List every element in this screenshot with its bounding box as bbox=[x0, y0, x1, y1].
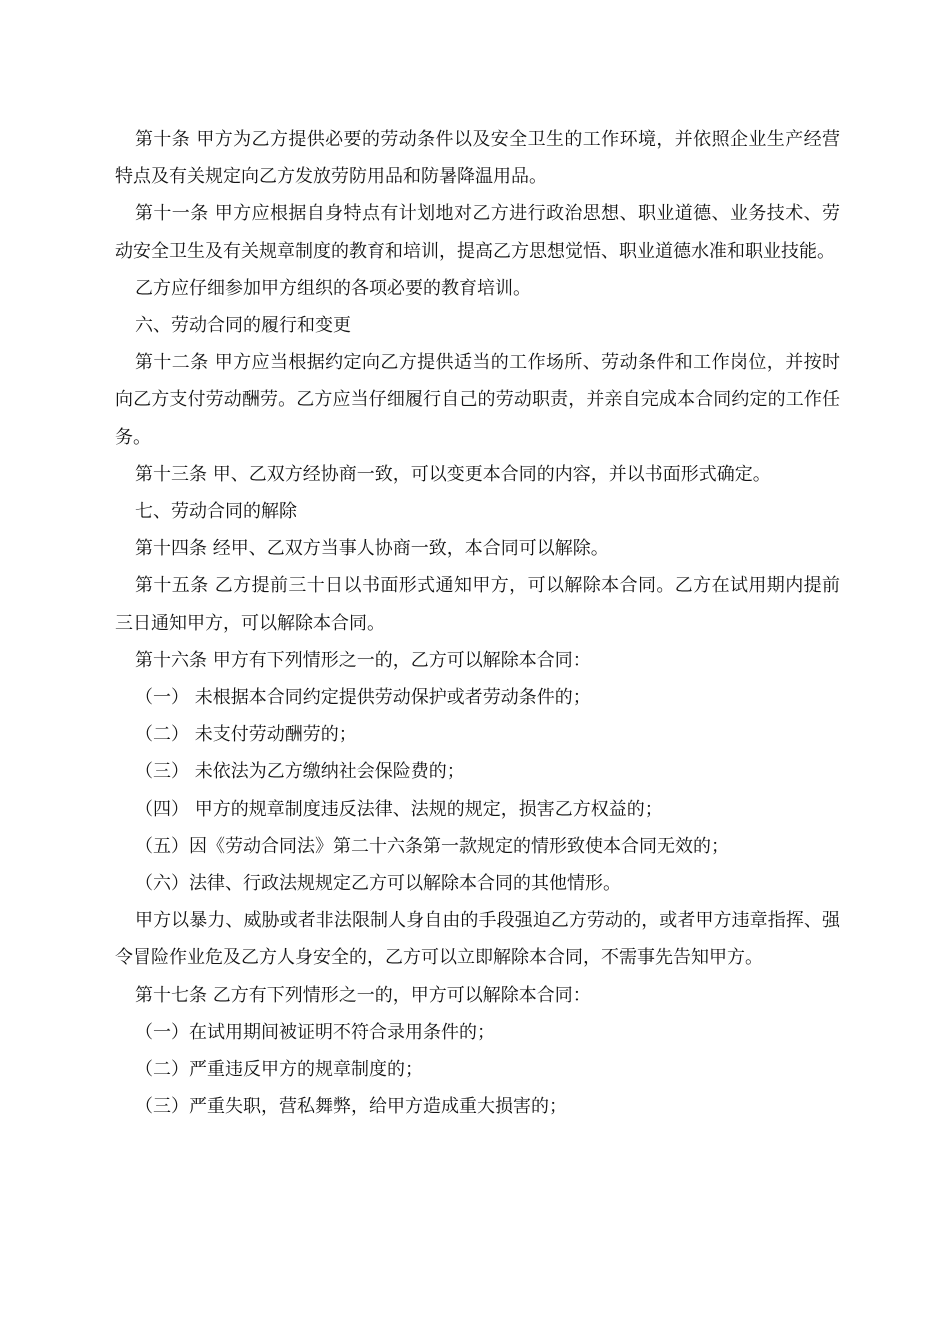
paragraph-article-10: 第十条 甲方为乙方提供必要的劳动条件以及安全卫生的工作环境，并依照企业生产经营特点及有关规定向乙方发放劳防用品和防暑降温用品。 bbox=[115, 129, 840, 188]
paragraph-article-11: 第十一条 甲方应根据自身特点有计划地对乙方进行政治思想、职业道德、业务技术、劳动安全卫生及有关规章制度的教育和培训，提高乙方思想觉悟、职业道德水准和职业技能。 bbox=[115, 203, 840, 262]
list-item-17-2: （二）严重违反甲方的规章制度的； bbox=[135, 1059, 423, 1081]
list-item-16-6: （六）法律、行政法规规定乙方可以解除本合同的其他情形。 bbox=[135, 873, 621, 895]
document-page bbox=[115, 121, 840, 1125]
list-item-16-1: （一） 未根据本合同约定提供劳动保护或者劳动条件的； bbox=[135, 687, 591, 709]
paragraph-immediate-termination: 甲方以暴力、威胁或者非法限制人身自由的手段强迫乙方劳动的，或者甲方违章指挥、强令冒险作业危及乙方人身安全的，乙方可以立即解除本合同，不需事先告知甲方。 bbox=[115, 910, 840, 969]
paragraph-training-obligation: 乙方应仔细参加甲方组织的各项必要的教育培训。 bbox=[135, 277, 531, 299]
list-item-16-3: （三） 未依法为乙方缴纳社会保险费的； bbox=[135, 761, 465, 783]
list-item-17-3: （三）严重失职，营私舞弊，给甲方造成重大损害的； bbox=[135, 1096, 567, 1118]
list-item-16-5: （五）因《劳动合同法》第二十六条第一款规定的情形致使本合同无效的； bbox=[135, 835, 729, 857]
paragraph-article-13: 第十三条 甲、乙双方经协商一致，可以变更本合同的内容，并以书面形式确定。 bbox=[135, 463, 771, 485]
section-heading-performance-change: 六、劳动合同的履行和变更 bbox=[135, 315, 351, 337]
paragraph-article-17: 第十七条 乙方有下列情形之一的，甲方可以解除本合同： bbox=[135, 984, 591, 1006]
list-item-17-1: （一）在试用期间被证明不符合录用条件的； bbox=[135, 1021, 495, 1043]
paragraph-article-12: 第十二条 甲方应当根据约定向乙方提供适当的工作场所、劳动条件和工作岗位，并按时向乙方支付劳动酬劳。乙方应当仔细履行自己的劳动职责，并亲自完成本合同约定的工作任务。 bbox=[115, 352, 840, 448]
list-item-16-2: （二） 未支付劳动酬劳的； bbox=[135, 724, 357, 746]
paragraph-article-15: 第十五条 乙方提前三十日以书面形式通知甲方，可以解除本合同。乙方在试用期内提前三日通知甲方，可以解除本合同。 bbox=[115, 575, 840, 634]
paragraph-article-14: 第十四条 经甲、乙双方当事人协商一致，本合同可以解除。 bbox=[135, 538, 609, 560]
section-heading-termination: 七、劳动合同的解除 bbox=[135, 501, 297, 523]
paragraph-article-16: 第十六条 甲方有下列情形之一的，乙方可以解除本合同： bbox=[135, 649, 591, 671]
list-item-16-4: （四） 甲方的规章制度违反法律、法规的规定，损害乙方权益的； bbox=[135, 798, 663, 820]
